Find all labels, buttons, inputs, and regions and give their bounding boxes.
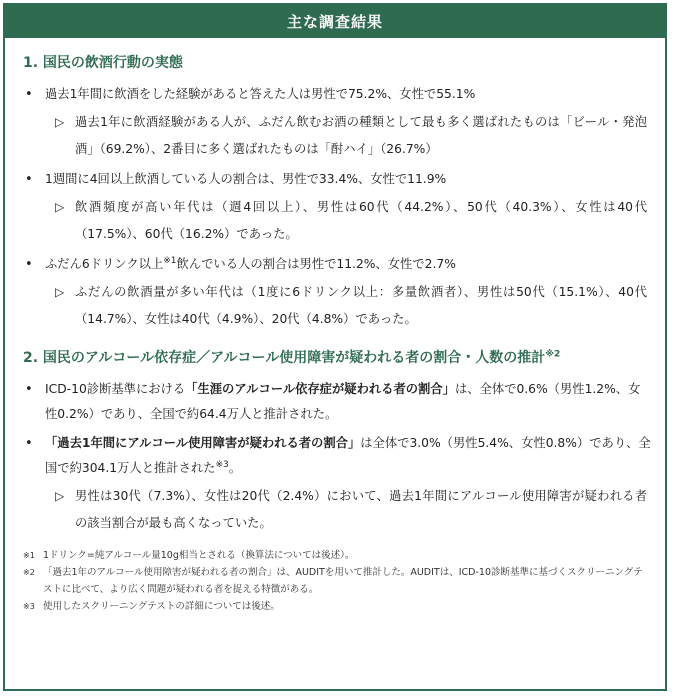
note-mark: ※3 [23,602,35,611]
bullet-text-post: は全体で3.0%（男性5.4%、女性0.8%）であり、全国で約304.1万人と推計された [45,436,651,475]
footnotes [23,547,651,615]
triangle-icon: ▷ [55,200,65,214]
bullet-text: 過去1年間に飲酒をした経験があると答えた人は男性で75.2%、女性で55.1% [45,87,476,101]
bullet-icon: • [25,436,33,451]
sub-text: 飲酒頻度が高い年代は（週4回以上）、男性は60代（44.2%）、50代（40.3%）、女性は40代（17.5%）、60代（16.2%）であった。 [75,200,647,241]
note-mark: ※2 [23,568,35,577]
bullet-text-pre: ICD-10診断基準における [45,382,186,396]
note-text: 使用したスクリーニングテストの詳細については後述。 [43,601,280,612]
section1-bullet-2 [23,167,651,192]
box-title: 主な調査結果 [5,5,665,38]
triangle-icon: ▷ [55,115,65,129]
footnote-mark: ※1 [163,255,177,266]
section2-bullet-1 [23,377,651,427]
section1-sub-1 [23,109,651,163]
footnote-mark: ※3 [215,459,229,470]
bullet-text-pre: ふだん6ドリンク以上 [45,257,164,271]
footnote-1 [23,547,651,564]
note-text: 「過去1年のアルコール使用障害が疑われる者の割合」は、AUDITを用いて推計した。AUDITは、ICD-10診断基準に基づくスクリーニングテストに比べて、より広く問題が疑われる者を捉える特徴がある。 [43,567,643,595]
sub-text: ふだんの飲酒量が多い年代は（1度に6ドリンク以上：多量飲酒者）、男性は50代（15.1%）、40代（14.7%）、女性は40代（4.9%）、20代（4.8%）であった。 [75,285,647,326]
section1-sub-3 [23,279,651,333]
sub-text: 男性は30代（7.3%）、女性は20代（2.4%）において、過去1年間にアルコール使用障害が疑われる者の該当割合が最も高くなっていた。 [75,489,647,530]
box-content [5,52,665,615]
section2-bullet-2 [23,431,651,481]
footnote-mark: ※2 [545,349,561,360]
bullet-icon: • [25,172,33,187]
triangle-icon: ▷ [55,285,65,299]
bullet-text-bold: 「生涯のアルコール依存症が疑われる者の割合」 [185,382,455,396]
bullet-text-end: 。 [228,461,242,475]
triangle-icon: ▷ [55,489,65,503]
note-text: 1ドリンク=純アルコール量10g相当とされる（換算法については後述）。 [43,550,355,561]
bullet-text-bold: 「過去1年間にアルコール使用障害が疑われる者の割合」 [45,436,361,450]
footnote-2 [23,564,651,598]
section2-sub-2 [23,483,651,537]
bullet-text-post: は、全体で0.6%（男性1.2%、女性0.2%）であり、全国で約64.4万人と推計された。 [45,382,641,421]
sub-text: 過去1年に飲酒経験がある人が、ふだん飲むお酒の種類として最も多く選ばれたものは「ビール・発泡酒」（69.2%）、2番目に多く選ばれたものは「酎ハイ」（26.7%） [75,115,647,156]
bullet-icon: • [25,257,33,272]
bullet-text: 1週間に4回以上飲酒している人の割合は、男性で33.4%、女性で11.9% [45,172,447,186]
note-mark: ※1 [23,551,35,560]
section1-heading: 1. 国民の飲酒行動の実態 [23,55,183,71]
section2-heading [23,347,651,367]
bullet-icon: • [25,382,33,397]
footnote-3 [23,598,651,615]
results-box [3,3,667,691]
section1-bullet-3 [23,252,651,277]
bullet-icon: • [25,87,33,102]
section2-heading-text: 2. 国民のアルコール依存症／アルコール使用障害が疑われる者の割合・人数の推計 [23,350,546,366]
section1-sub-2 [23,194,651,248]
section1-bullet-1 [23,82,651,107]
bullet-text-post: 飲んでいる人の割合は男性で11.2%、女性で2.7% [176,257,456,271]
